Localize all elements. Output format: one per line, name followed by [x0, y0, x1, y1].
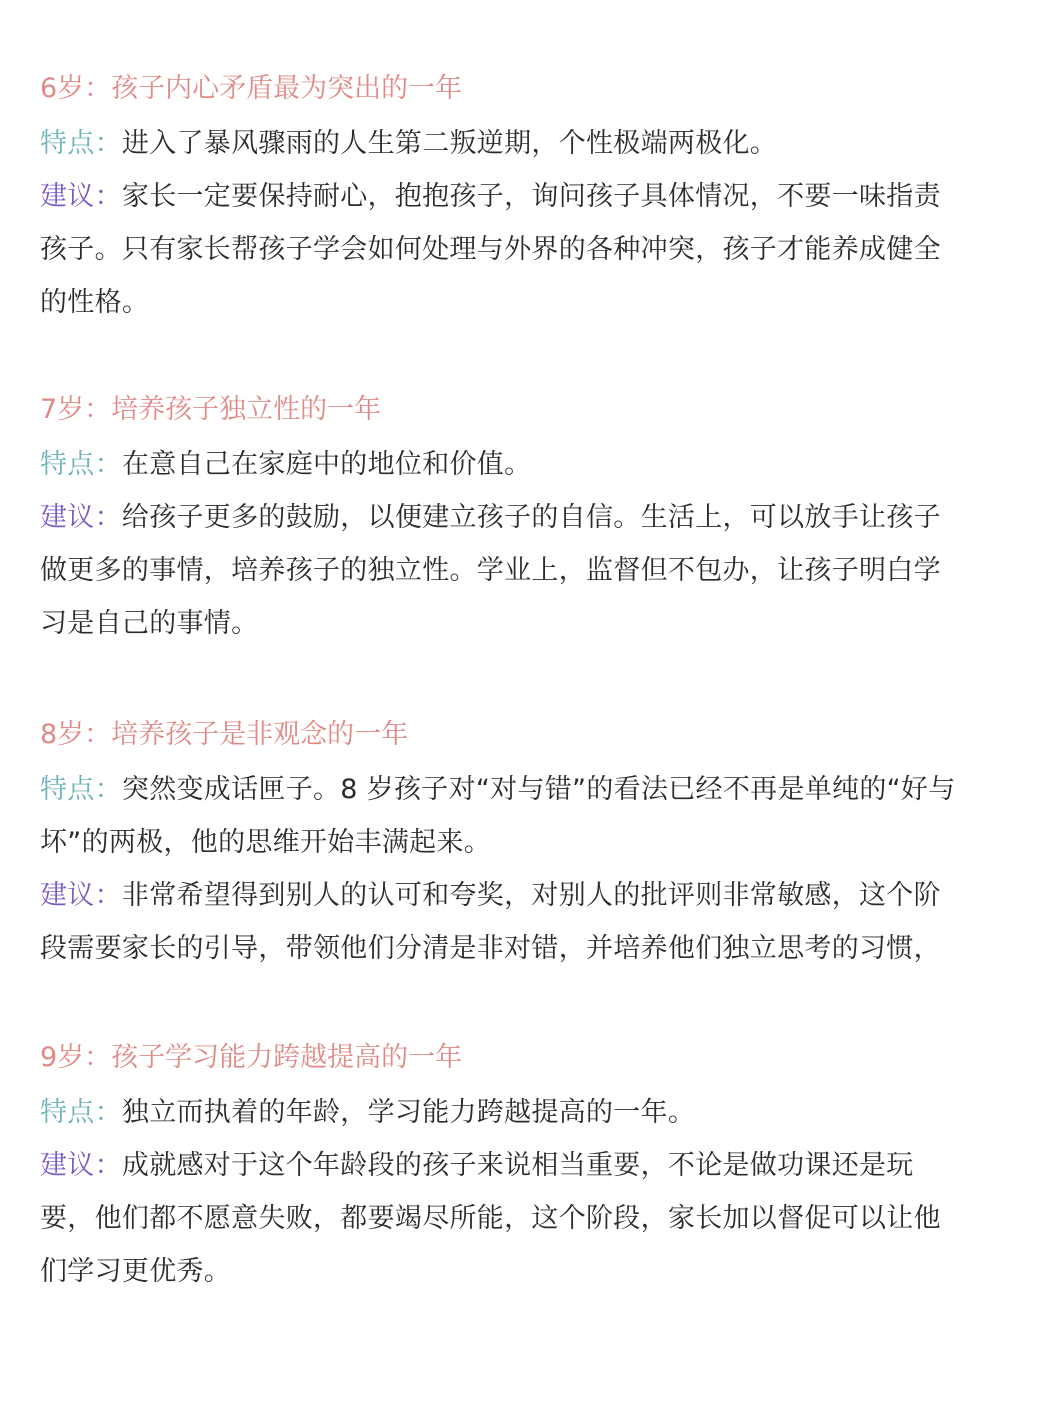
article-content: [40, 66, 965, 1356]
advice-text: 非常希望得到别人的认可和夸奖，对别人的批评则非常敏感，这个阶段需要家长的引导，带领他们分清是非对错，并培养他们独立思考的习惯，: [40, 880, 941, 964]
trait-text: 进入了暴风骤雨的人生第二叛逆期，个性极端两极化。: [121, 128, 778, 159]
advice-text: 给孩子更多的鼓励，以便建立孩子的自信。生活上，可以放手让孩子做更多的事情，培养孩子的独立性。学业上，监督但不包办，让孩子明白学习是自己的事情。: [40, 502, 941, 639]
section-heading: 6岁：孩子内心矛盾最为突出的一年: [40, 73, 463, 104]
advice-paragraph: [40, 869, 965, 975]
trait-label: 特点：: [40, 774, 122, 805]
advice-label: 建议：: [40, 1150, 122, 1181]
advice-text: 成就感对于这个年龄段的孩子来说相当重要，不论是做功课还是玩要，他们都不愿意失败，都要竭尽所能，这个阶段，家长加以督促可以让他们学习更优秀。: [40, 1150, 941, 1287]
trait-paragraph: [40, 117, 965, 170]
advice-paragraph: [40, 170, 965, 329]
section-age-9: [40, 1035, 965, 1298]
trait-text: 突然变成话匣子。8 岁孩子对“对与错”的看法已经不再是单纯的“好与坏”的两极，他的思维开始丰满起来。: [40, 774, 956, 858]
section-heading: 7岁：培养孩子独立性的一年: [40, 394, 382, 425]
trait-label: 特点：: [40, 449, 122, 480]
trait-text: 在意自己在家庭中的地位和价值。: [121, 449, 532, 480]
advice-paragraph: [40, 491, 965, 650]
advice-label: 建议：: [40, 502, 122, 533]
trait-text: 独立而执着的年龄，学习能力跨越提高的一年。: [121, 1097, 696, 1128]
advice-text: 家长一定要保持耐心，抱抱孩子，询问孩子具体情况，不要一味指责孩子。只有家长帮孩子学会如何处理与外界的各种冲突，孩子才能养成健全的性格。: [40, 181, 941, 318]
advice-label: 建议：: [40, 880, 122, 911]
trait-paragraph: [40, 1086, 965, 1139]
section-heading: 8岁：培养孩子是非观念的一年: [40, 719, 409, 750]
advice-label: 建议：: [40, 181, 122, 212]
section-age-6: [40, 66, 965, 329]
trait-paragraph: [40, 438, 965, 491]
trait-paragraph: [40, 763, 965, 869]
section-heading: 9岁：孩子学习能力跨越提高的一年: [40, 1042, 463, 1073]
section-age-7: [40, 387, 965, 650]
section-age-8: [40, 712, 965, 975]
advice-paragraph: [40, 1139, 965, 1298]
trait-label: 特点：: [40, 1097, 122, 1128]
trait-label: 特点：: [40, 128, 122, 159]
